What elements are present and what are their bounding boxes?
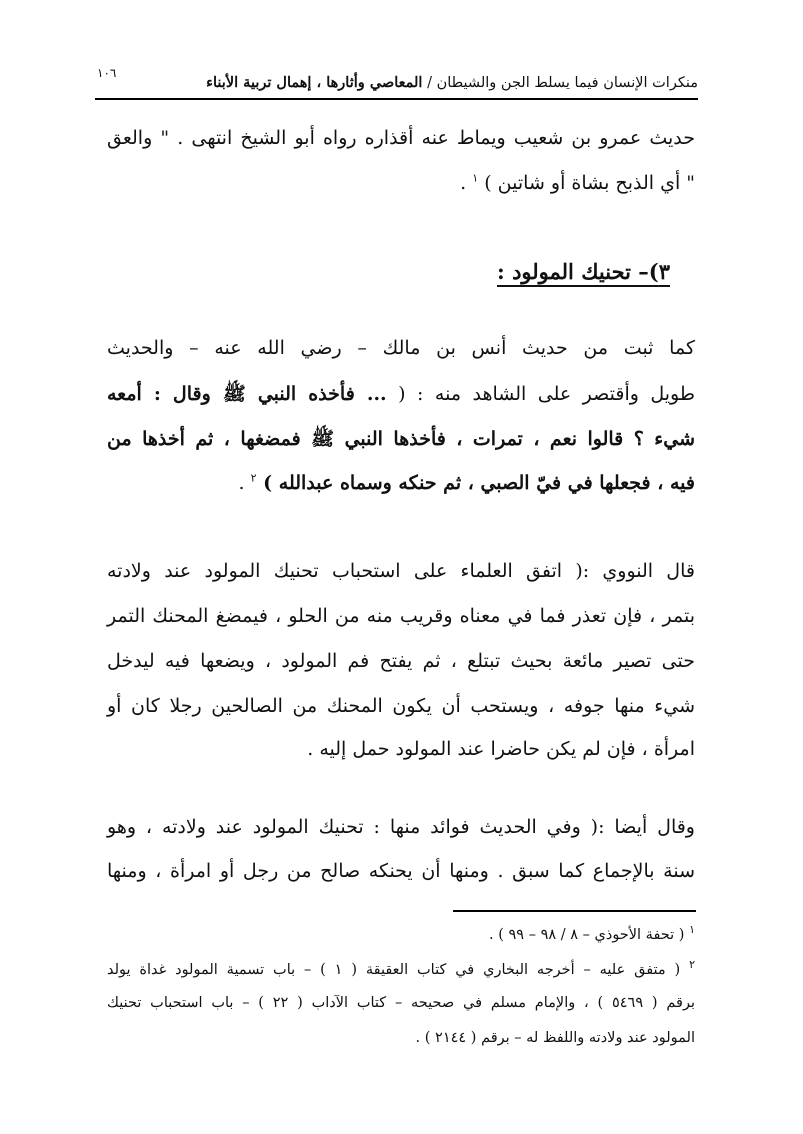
footnote-ref: ٢ (250, 471, 257, 485)
footnote: $^١$ ( تحفة الأحوذي – ٨ / ٩٨ – ٩٩ ) . (489, 923, 695, 943)
footnote-line: المولود عند ولادته واللفظ له – برقم ( ٢١٤٤ ) . (415, 1030, 695, 1046)
footnote-number: ١ (689, 923, 695, 937)
body-line: وقال أيضا :( وفي الحديث فوائد منها : تحنيك المولود عند ولادته ، وهو (107, 816, 695, 838)
footnote-ref: ١ (472, 171, 479, 185)
body-line: كما ثبت من حديث أنس بن مالك – رضي الله عنه – والحديث (107, 337, 695, 359)
footnote-number: ٢ (689, 958, 696, 972)
body-line: بتمر ، فإن تعذر فما في معناه وقريب منه من الحلو ، فيمضغ المحنك التمر (107, 605, 695, 627)
body-line: شيء ؟ قالوا نعم ، تمرات ، فأخذها النبي ﷺ فمضغها ، ثم أخذها من (107, 428, 695, 450)
footnote-line: برقم ( ٥٤٦٩ ) ، والإمام مسلم في صحيحه – كتاب الآداب ( ٢٢ ) – باب استحباب تحنيك (107, 995, 695, 1011)
footnote-separator (453, 910, 696, 912)
body-line: فيه ، فجعلها في فيّ الصبي ، ثم حنكه وسماه عبدالله ) $^٢$ . (238, 471, 695, 494)
body-line: حتى تصير مائعة بحيث تبتلع ، ثم يفتح فم المولود ، ويضعها فيه ليدخل (107, 650, 695, 672)
header-title-book: منكرات الإنسان فيما يسلط الجن والشيطان / (422, 75, 698, 91)
footnote: $^٢$ ( متفق عليه – أخرجه البخاري في كتاب العقيقة ( ١ ) – باب تسمية المولود غداة يولد (107, 958, 696, 978)
page-number: ١٠٦ (97, 66, 117, 80)
body-line: " أي الذبح بشاة أو شاتين ) $^١$ . (460, 171, 695, 194)
body-line: طويل وأقتصر على الشاهد منه : ( ... فأخذه النبي ﷺ وقال : أمعه (107, 383, 695, 405)
running-header (95, 66, 698, 100)
body-line: حديث عمرو بن شعيب ويماط عنه أقذاره رواه أبو الشيخ انتهى . " والعق (107, 127, 695, 149)
header-title (206, 74, 698, 91)
body-line: قال النووي :( اتفق العلماء على استحباب تحنيك المولود عند ولادته (107, 560, 695, 582)
section-heading: ٣)– تحنيك المولود : (497, 259, 670, 284)
body-line: سنة بالإجماع كما سبق . ومنها أن يحنكه صالح من رجل أو امرأة ، ومنها (107, 860, 695, 882)
body-line: امرأة ، فإن لم يكن حاضرا عند المولود حمل إليه . (307, 738, 695, 760)
header-title-chapter: المعاصي وأثارها ، إهمال تربية الأبناء (206, 74, 423, 91)
body-line: شيء منها جوفه ، ويستحب أن يكون المحنك من الصالحين رجلا كان أو (107, 695, 695, 717)
